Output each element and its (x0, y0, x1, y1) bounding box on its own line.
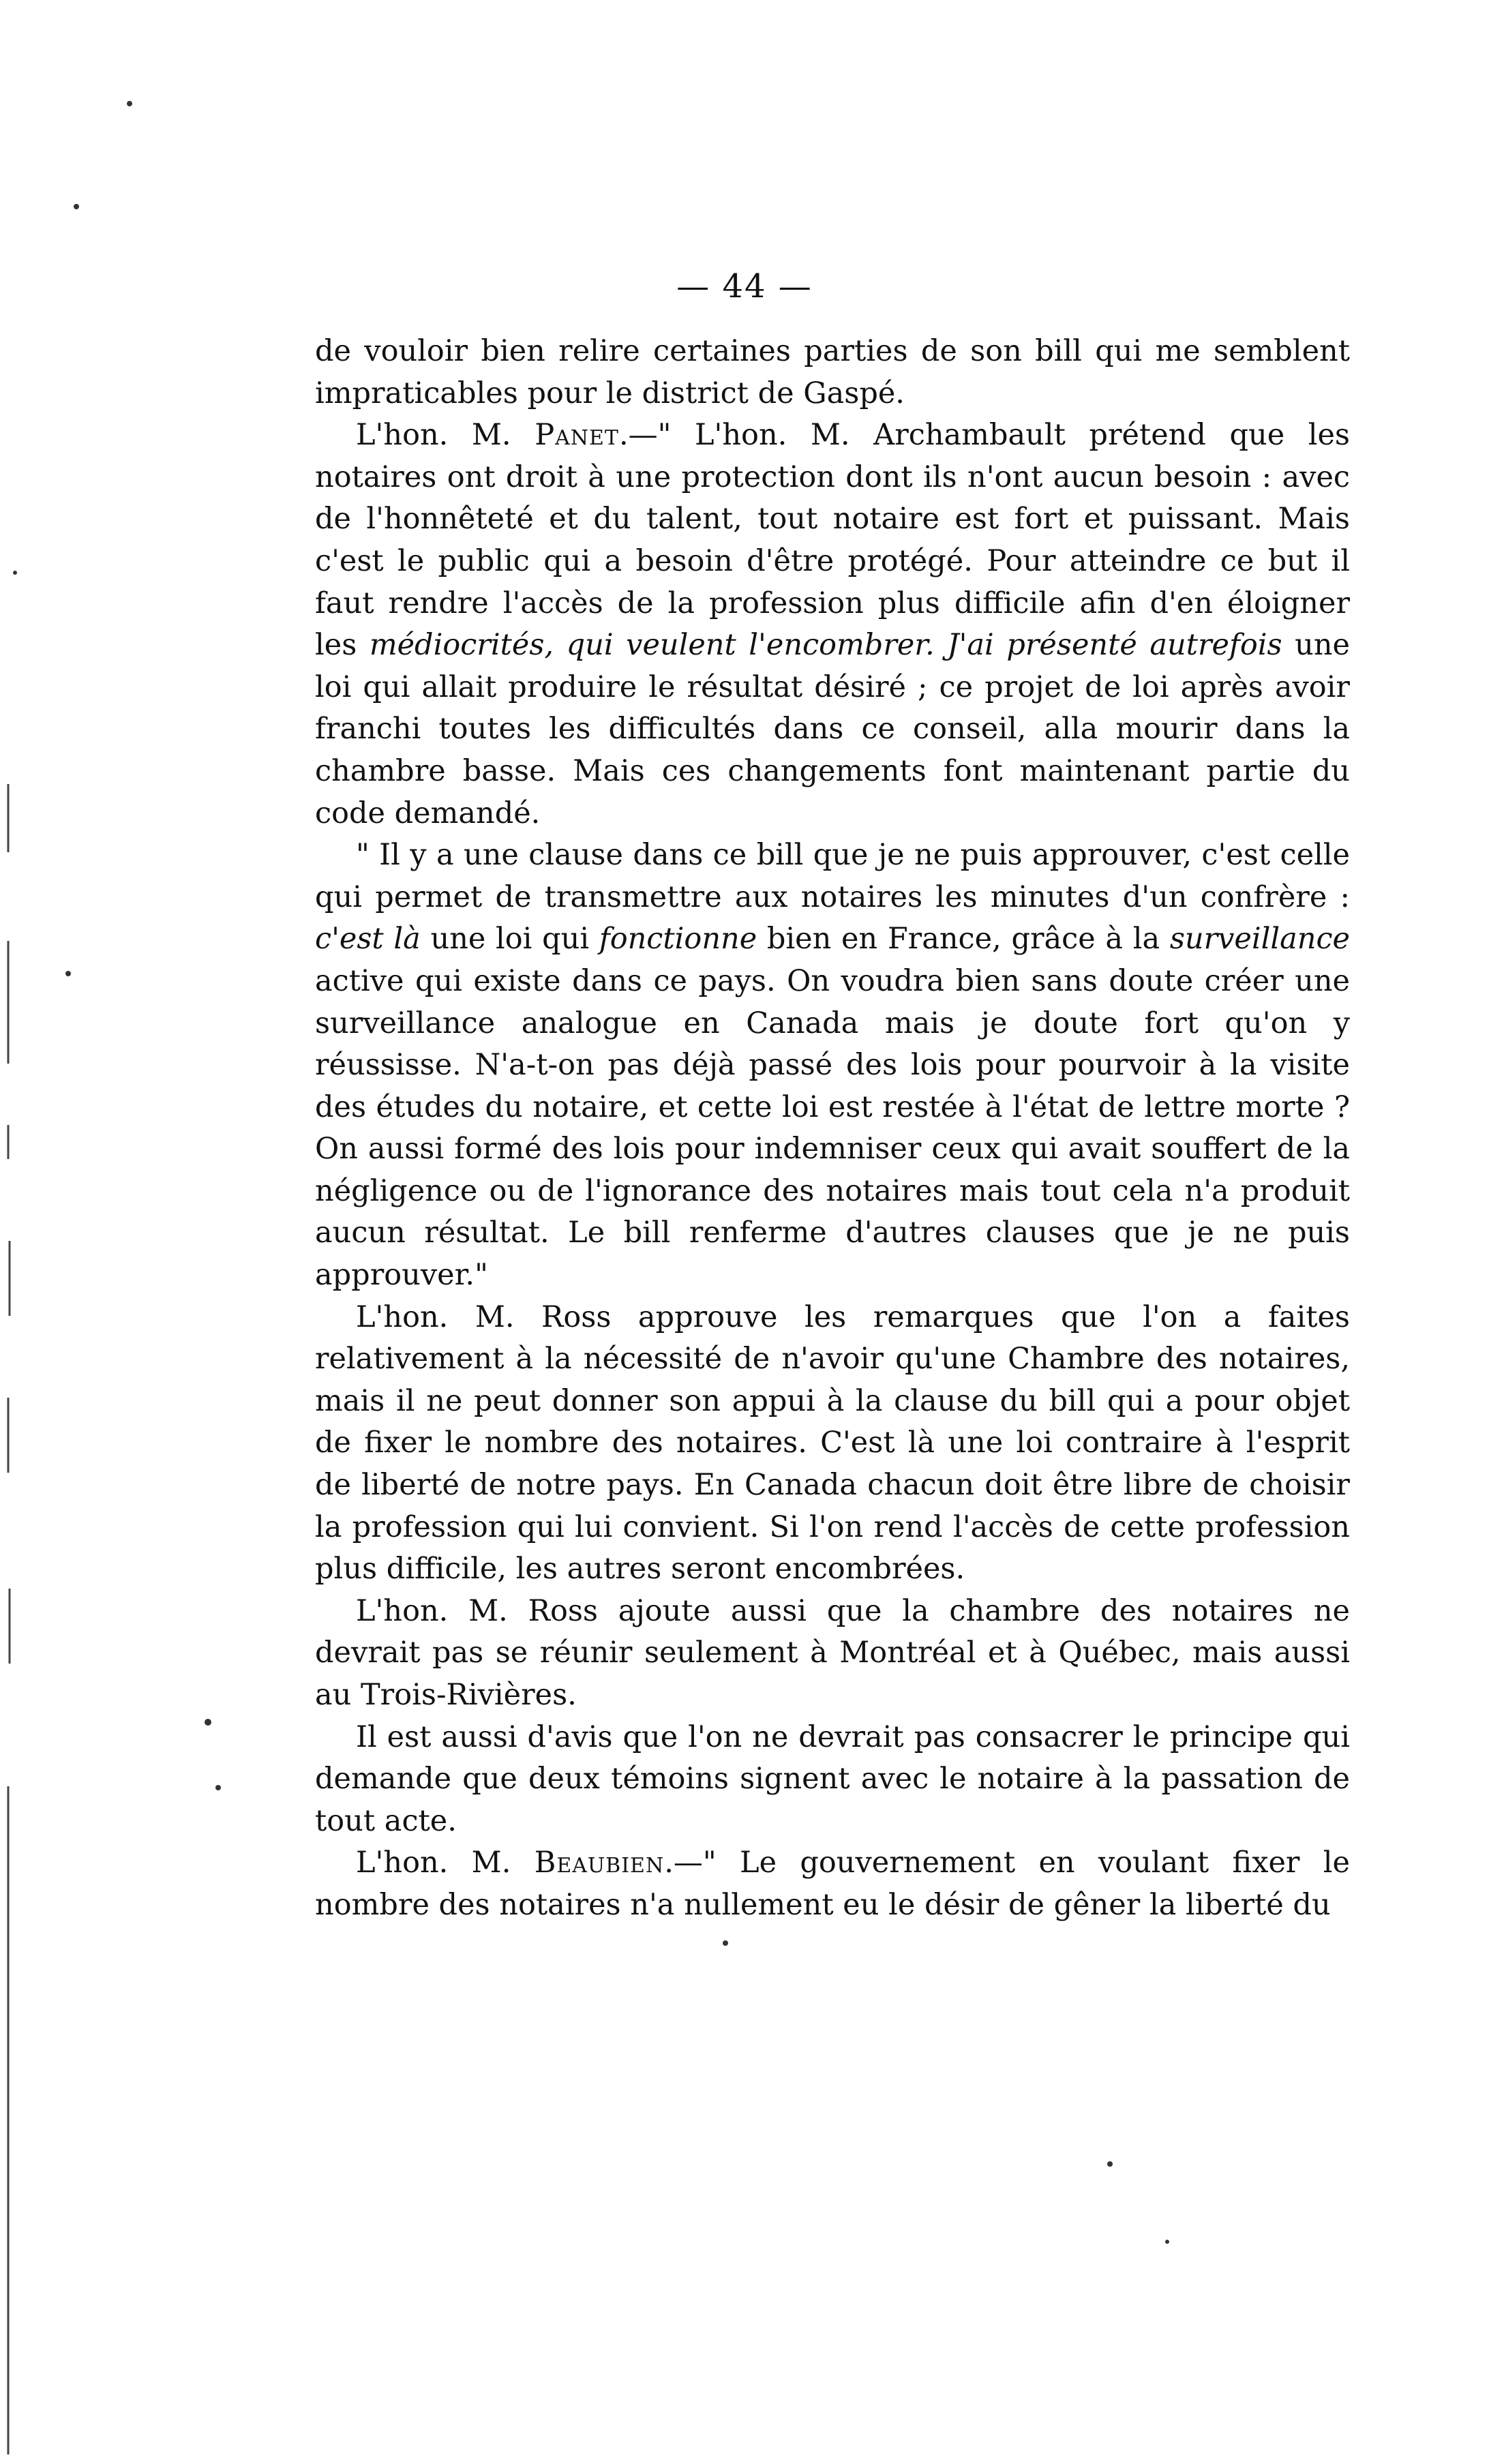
paragraph-3-italic-3: surveillance (1169, 922, 1351, 957)
paragraph-5: L'hon. M. Ross ajoute aussi que la chambre des notaires ne devrait pas se réunir seulement à Montréal et à Québec, mais aussi au Trois-Rivières. (315, 1593, 1350, 1712)
paragraph-3-italic: c'est là (315, 922, 421, 957)
paragraph-2-lead: .—" L'hon. M. Archambault prétend que les notaires ont droit à une protection dont ils n'ont aucun besoin : avec de l'honnêteté et du talent, tout notaire est fort et puissant. Mais c'est le public qui a besoin d'être protégé. Pour atteindre ce but il faut rendre l'accès de la profession plus difficile afin d'en éloigner les (315, 418, 1350, 663)
paragraph-4: L'hon. M. Ross approuve les remarques que l'on a faites relativement à la nécessité de n'avoir qu'une Chambre des notaires, mais il ne peut donner son appui à la clause du bill qui a pour objet de fixer le nombre des notaires. C'est là une loi contraire à l'esprit de liberté de notre pays. En Canada chacun doit être libre de choisir la profession qui lui convient. Si l'on rend l'accès de cette profession plus difficile, les autres seront encombrées. (315, 1299, 1350, 1587)
paragraph-3-lead: " Il y a une clause dans ce bill que je ne puis approuver, c'est celle qui permet de transmettre aux notaires les minutes d'un confrère : (315, 838, 1350, 914)
speaker-prefix: L'hon. M. (356, 1846, 535, 1880)
paragraph-2-tail: une loi qui allait produire le résultat désiré ; ce projet de loi après avoir franchi toutes les difficultés dans ce conseil, alla mourir dans la chambre basse. Mais ces changements font maintenant partie du code demandé. (315, 628, 1350, 830)
speaker-name: Panet (535, 418, 619, 453)
speaker-prefix: L'hon. M. (356, 418, 535, 453)
paragraph-3 (315, 835, 1350, 1297)
paragraph-7-tail: .—" Le gouvernement en voulant fixer le nombre des notaires n'a nullement eu le désir de gêner la liberté du (315, 1846, 1350, 1922)
paragraph-2 (315, 415, 1350, 835)
paragraph-7 (315, 1842, 1350, 1926)
page-number: — 44 — (676, 267, 813, 305)
paragraph-6: Il est aussi d'avis que l'on ne devrait pas consacrer le principe qui demande que deux témoins signent avec le notaire à la passation de tout acte. (315, 1719, 1350, 1838)
paragraph-3-mid: une loi qui (420, 922, 599, 957)
paragraph-3-mid-2: bien en France, grâce à la (757, 922, 1170, 957)
paragraph-3-tail: active qui existe dans ce pays. On voudra bien sans doute créer une surveillance analogue en Canada mais je doute fort qu'on y réussisse. N'a-t-on pas déjà passé des lois pour pourvoir à la visite des études du notaire, et cette loi est restée à l'état de lettre morte ? On aussi formé des lois pour indemniser ceux qui avait souffert de la négligence ou de l'ignorance des notaires mais tout cela n'a produit aucun résultat. Le bill renferme d'autres clauses que je ne puis approuver." (315, 963, 1350, 1293)
paragraph-2-italic: médiocrités, qui veulent l'encombrer. J'ai présenté autrefois (369, 628, 1282, 663)
paragraph-3-italic-2: fonctionne (599, 922, 757, 957)
body-text (315, 331, 1350, 1927)
speaker-name: Beaubien (534, 1846, 665, 1880)
paragraph-1: de vouloir bien relire certaines parties de son bill qui me semblent impraticables pour le district de Gaspé. (315, 334, 1350, 410)
